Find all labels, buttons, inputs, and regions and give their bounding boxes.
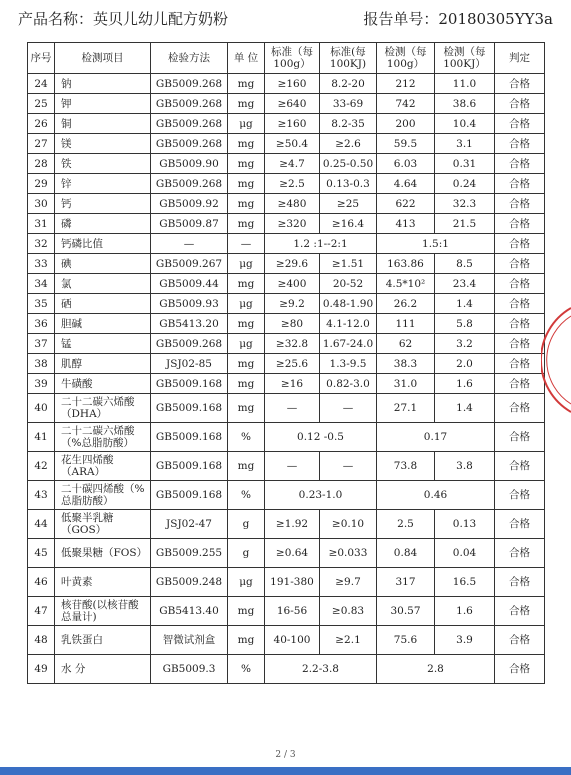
table-cell: 26	[28, 114, 55, 134]
table-cell: 38.3	[377, 354, 435, 374]
table-row	[28, 655, 545, 684]
table-cell: 合格	[495, 234, 545, 254]
table-cell: 622	[377, 194, 435, 214]
table-cell: GB5009.90	[151, 154, 228, 174]
table-cell: ≥32.8	[265, 334, 320, 354]
table-cell: 27	[28, 134, 55, 154]
table-row	[28, 539, 545, 568]
table-cell: GB5009.92	[151, 194, 228, 214]
table-cell: 钠	[55, 74, 151, 94]
table-cell: GB5009.93	[151, 294, 228, 314]
table-cell: ≥0.83	[320, 597, 377, 626]
table-cell: 合格	[495, 334, 545, 354]
table-cell: ≥320	[265, 214, 320, 234]
table-cell: GB5009.248	[151, 568, 228, 597]
table-row	[28, 314, 545, 334]
table-cell: ≥4.7	[265, 154, 320, 174]
table-row	[28, 334, 545, 354]
table-row	[28, 214, 545, 234]
table-cell: 30	[28, 194, 55, 214]
table-cell: 氯	[55, 274, 151, 294]
table-cell: 合格	[495, 423, 545, 452]
table-row	[28, 94, 545, 114]
table-cell: 200	[377, 114, 435, 134]
column-header: 检测（每100KJ）	[435, 43, 495, 74]
table-cell: —	[265, 452, 320, 481]
table-cell: 磷	[55, 214, 151, 234]
red-seal-stamp	[541, 300, 571, 420]
table-cell: 1.4	[435, 294, 495, 314]
table-cell: GB5009.168	[151, 374, 228, 394]
table-cell: 16.5	[435, 568, 495, 597]
table-cell: 水 分	[55, 655, 151, 684]
table-cell: 花生四烯酸（ARA）	[55, 452, 151, 481]
table-cell: 34	[28, 274, 55, 294]
table-cell: GB5009.3	[151, 655, 228, 684]
table-cell: 乳铁蛋白	[55, 626, 151, 655]
table-cell: mg	[228, 154, 265, 174]
table-cell: 191-380	[265, 568, 320, 597]
table-cell: 0.04	[435, 539, 495, 568]
table-cell: GB5009.267	[151, 254, 228, 274]
table-cell: 二十二碳六烯酸（DHA）	[55, 394, 151, 423]
column-header: 检验方法	[151, 43, 228, 74]
table-cell: 合格	[495, 481, 545, 510]
table-cell: 2.2-3.8	[265, 655, 377, 684]
table-cell: 28	[28, 154, 55, 174]
table-cell: ≥50.4	[265, 134, 320, 154]
table-cell: 合格	[495, 597, 545, 626]
table-row	[28, 194, 545, 214]
table-cell: ≥2.6	[320, 134, 377, 154]
table-cell: 叶黄素	[55, 568, 151, 597]
table-cell: ≥0.10	[320, 510, 377, 539]
table-cell: 41	[28, 423, 55, 452]
table-cell: %	[228, 423, 265, 452]
table-cell: g	[228, 539, 265, 568]
table-cell: 合格	[495, 314, 545, 334]
table-cell: 合格	[495, 510, 545, 539]
table-cell: 16-56	[265, 597, 320, 626]
table-cell: 合格	[495, 568, 545, 597]
table-cell: ≥160	[265, 114, 320, 134]
table-cell: mg	[228, 374, 265, 394]
table-cell: 23.4	[435, 274, 495, 294]
table-cell: 合格	[495, 354, 545, 374]
table-cell: 75.6	[377, 626, 435, 655]
table-cell: 0.12 -0.5	[265, 423, 377, 452]
table-row	[28, 114, 545, 134]
table-cell: 24	[28, 74, 55, 94]
table-cell: 合格	[495, 194, 545, 214]
report-header	[18, 4, 553, 32]
table-cell: 11.0	[435, 74, 495, 94]
table-cell: ≥160	[265, 74, 320, 94]
table-cell: 31.0	[377, 374, 435, 394]
table-header-row	[28, 43, 545, 74]
table-cell: ≥0.64	[265, 539, 320, 568]
table-cell: mg	[228, 94, 265, 114]
table-cell: 33	[28, 254, 55, 274]
table-cell: 37	[28, 334, 55, 354]
table-row	[28, 626, 545, 655]
table-cell: 4.5*10²	[377, 274, 435, 294]
table-cell: 8.5	[435, 254, 495, 274]
table-cell: 163.86	[377, 254, 435, 274]
table-row	[28, 234, 545, 254]
table-cell: 二十二碳六烯酸（%总脂肪酸）	[55, 423, 151, 452]
table-cell: ≥9.7	[320, 568, 377, 597]
table-row	[28, 254, 545, 274]
table-cell: 40-100	[265, 626, 320, 655]
table-cell: mg	[228, 354, 265, 374]
table-cell: 铁	[55, 154, 151, 174]
table-cell: ≥2.5	[265, 174, 320, 194]
bottom-bar	[0, 767, 571, 775]
table-cell: 低聚果糖（FOS）	[55, 539, 151, 568]
page-number: 2 / 3	[275, 750, 296, 760]
table-cell: 低聚半乳糖（GOS）	[55, 510, 151, 539]
table-cell: 铜	[55, 114, 151, 134]
table-cell: 3.2	[435, 334, 495, 354]
table-cell: %	[228, 655, 265, 684]
table-cell: mg	[228, 194, 265, 214]
table-cell: —	[320, 452, 377, 481]
table-cell: μg	[228, 114, 265, 134]
table-cell: 合格	[495, 74, 545, 94]
table-cell: 1.6	[435, 597, 495, 626]
table-cell: 35	[28, 294, 55, 314]
table-row	[28, 154, 545, 174]
table-cell: μg	[228, 568, 265, 597]
table-cell: 32.3	[435, 194, 495, 214]
table-cell: 钙磷比值	[55, 234, 151, 254]
table-cell: 肌醇	[55, 354, 151, 374]
table-cell: 38	[28, 354, 55, 374]
table-cell: 合格	[495, 114, 545, 134]
table-cell: 0.31	[435, 154, 495, 174]
column-header: 标准（每100g）	[265, 43, 320, 74]
table-cell: GB5413.20	[151, 314, 228, 334]
table-cell: 47	[28, 597, 55, 626]
table-cell: 合格	[495, 294, 545, 314]
table-cell: —	[320, 394, 377, 423]
table-cell: 8.2-35	[320, 114, 377, 134]
table-cell: ≥0.033	[320, 539, 377, 568]
table-cell: 39	[28, 374, 55, 394]
table-row	[28, 568, 545, 597]
table-cell: 合格	[495, 254, 545, 274]
table-cell: 合格	[495, 134, 545, 154]
table-cell: 413	[377, 214, 435, 234]
table-cell: 32	[28, 234, 55, 254]
table-cell: 0.24	[435, 174, 495, 194]
table-cell: μg	[228, 294, 265, 314]
column-header: 检测项目	[55, 43, 151, 74]
table-cell: 1.6	[435, 374, 495, 394]
table-cell: 1.67-24.0	[320, 334, 377, 354]
table-cell: 8.2-20	[320, 74, 377, 94]
table-cell: mg	[228, 174, 265, 194]
table-cell: 1.2 :1--2:1	[265, 234, 377, 254]
table-cell: 锰	[55, 334, 151, 354]
table-cell: 二十碳四烯酸（%总脂肪酸）	[55, 481, 151, 510]
table-cell: 镁	[55, 134, 151, 154]
table-cell: 317	[377, 568, 435, 597]
table-row	[28, 74, 545, 94]
table-cell: 0.48-1.90	[320, 294, 377, 314]
table-cell: 硒	[55, 294, 151, 314]
table-cell: 0.84	[377, 539, 435, 568]
table-cell: GB5009.87	[151, 214, 228, 234]
table-row	[28, 374, 545, 394]
table-cell: ≥25	[320, 194, 377, 214]
table-cell: ≥80	[265, 314, 320, 334]
column-header: 单 位	[228, 43, 265, 74]
table-cell: 合格	[495, 452, 545, 481]
table-cell: GB5009.44	[151, 274, 228, 294]
table-cell: —	[151, 234, 228, 254]
table-cell: 合格	[495, 174, 545, 194]
table-cell: 核苷酸(以核苷酸总量计)	[55, 597, 151, 626]
table-cell: 48	[28, 626, 55, 655]
table-cell: 3.8	[435, 452, 495, 481]
table-row	[28, 274, 545, 294]
table-cell: 合格	[495, 626, 545, 655]
table-cell: 钙	[55, 194, 151, 214]
table-cell: 21.5	[435, 214, 495, 234]
table-cell: ≥29.6	[265, 254, 320, 274]
table-cell: 合格	[495, 274, 545, 294]
table-cell: 锌	[55, 174, 151, 194]
table-cell: 0.82-3.0	[320, 374, 377, 394]
table-cell: GB5009.268	[151, 174, 228, 194]
table-cell: mg	[228, 274, 265, 294]
table-cell: 29	[28, 174, 55, 194]
table-cell: 牛磺酸	[55, 374, 151, 394]
table-cell: 3.9	[435, 626, 495, 655]
table-cell: 1.5:1	[377, 234, 495, 254]
table-cell: ≥2.1	[320, 626, 377, 655]
table-cell: 25	[28, 94, 55, 114]
table-cell: 5.8	[435, 314, 495, 334]
table-cell: GB5009.168	[151, 423, 228, 452]
table-cell: g	[228, 510, 265, 539]
table-row	[28, 452, 545, 481]
column-header: 序号	[28, 43, 55, 74]
table-cell: 742	[377, 94, 435, 114]
table-cell: ≥400	[265, 274, 320, 294]
table-row	[28, 394, 545, 423]
table-cell: 1.4	[435, 394, 495, 423]
table-cell: 合格	[495, 154, 545, 174]
table-cell: mg	[228, 214, 265, 234]
table-cell: GB5009.168	[151, 452, 228, 481]
table-cell: ≥25.6	[265, 354, 320, 374]
table-cell: ≥640	[265, 94, 320, 114]
table-cell: 合格	[495, 655, 545, 684]
table-cell: 20-52	[320, 274, 377, 294]
table-cell: ≥1.51	[320, 254, 377, 274]
table-cell: 49	[28, 655, 55, 684]
table-row	[28, 597, 545, 626]
table-cell: GB5009.268	[151, 74, 228, 94]
table-row	[28, 174, 545, 194]
table-cell: 111	[377, 314, 435, 334]
table-cell: 38.6	[435, 94, 495, 114]
table-cell: 合格	[495, 94, 545, 114]
table-cell: 40	[28, 394, 55, 423]
table-cell: 10.4	[435, 114, 495, 134]
report-number: 报告单号：20180305YY3a	[363, 10, 553, 28]
table-cell: 0.23-1.0	[265, 481, 377, 510]
table-cell: JSJ02-85	[151, 354, 228, 374]
table-cell: 3.1	[435, 134, 495, 154]
table-cell: 0.13-0.3	[320, 174, 377, 194]
column-header: 标准(每100KJ)	[320, 43, 377, 74]
table-cell: 钾	[55, 94, 151, 114]
table-cell: %	[228, 481, 265, 510]
table-cell: ≥16.4	[320, 214, 377, 234]
table-cell: 0.13	[435, 510, 495, 539]
table-cell: 33-69	[320, 94, 377, 114]
table-cell: μg	[228, 334, 265, 354]
table-cell: 0.17	[377, 423, 495, 452]
table-cell: 6.03	[377, 154, 435, 174]
table-cell: 43	[28, 481, 55, 510]
table-row	[28, 423, 545, 452]
test-results-table	[27, 42, 545, 684]
table-cell: 27.1	[377, 394, 435, 423]
table-cell: 合格	[495, 394, 545, 423]
table-cell: 212	[377, 74, 435, 94]
table-row	[28, 354, 545, 374]
table-cell: mg	[228, 626, 265, 655]
table-cell: GB5009.268	[151, 114, 228, 134]
table-cell: 1.3-9.5	[320, 354, 377, 374]
table-cell: mg	[228, 597, 265, 626]
table-cell: GB5009.268	[151, 94, 228, 114]
table-cell: GB5009.168	[151, 394, 228, 423]
table-cell: 26.2	[377, 294, 435, 314]
table-cell: mg	[228, 314, 265, 334]
table-cell: 59.5	[377, 134, 435, 154]
table-row	[28, 294, 545, 314]
table-cell: ≥9.2	[265, 294, 320, 314]
table-cell: 智微试剂盒	[151, 626, 228, 655]
table-cell: 30.57	[377, 597, 435, 626]
table-cell: ≥16	[265, 374, 320, 394]
table-cell: GB5009.255	[151, 539, 228, 568]
table-row	[28, 481, 545, 510]
table-cell: GB5413.40	[151, 597, 228, 626]
table-cell: mg	[228, 134, 265, 154]
table-cell: mg	[228, 74, 265, 94]
table-cell: 合格	[495, 539, 545, 568]
table-cell: 45	[28, 539, 55, 568]
table-cell: mg	[228, 394, 265, 423]
table-cell: ≥1.92	[265, 510, 320, 539]
table-cell: —	[265, 394, 320, 423]
table-cell: 合格	[495, 374, 545, 394]
table-cell: GB5009.168	[151, 481, 228, 510]
table-cell: 4.1-12.0	[320, 314, 377, 334]
table-cell: 73.8	[377, 452, 435, 481]
table-cell: —	[228, 234, 265, 254]
table-cell: 42	[28, 452, 55, 481]
table-cell: 2.5	[377, 510, 435, 539]
column-header: 检测（每100g）	[377, 43, 435, 74]
table-cell: 2.8	[377, 655, 495, 684]
product-name: 产品名称：英贝儿幼儿配方奶粉	[18, 10, 229, 28]
table-cell: GB5009.268	[151, 134, 228, 154]
table-cell: 0.46	[377, 481, 495, 510]
table-cell: 31	[28, 214, 55, 234]
table-cell: ≥480	[265, 194, 320, 214]
table-cell: 2.0	[435, 354, 495, 374]
table-cell: 0.25-0.50	[320, 154, 377, 174]
table-cell: μg	[228, 254, 265, 274]
table-cell: JSJ02-47	[151, 510, 228, 539]
table-cell: 44	[28, 510, 55, 539]
table-cell: 4.64	[377, 174, 435, 194]
column-header: 判定	[495, 43, 545, 74]
table-cell: 胆碱	[55, 314, 151, 334]
table-cell: GB5009.268	[151, 334, 228, 354]
table-row	[28, 510, 545, 539]
table-cell: 36	[28, 314, 55, 334]
table-cell: 合格	[495, 214, 545, 234]
table-cell: 62	[377, 334, 435, 354]
table-cell: mg	[228, 452, 265, 481]
table-cell: 46	[28, 568, 55, 597]
table-cell: 碘	[55, 254, 151, 274]
table-row	[28, 134, 545, 154]
